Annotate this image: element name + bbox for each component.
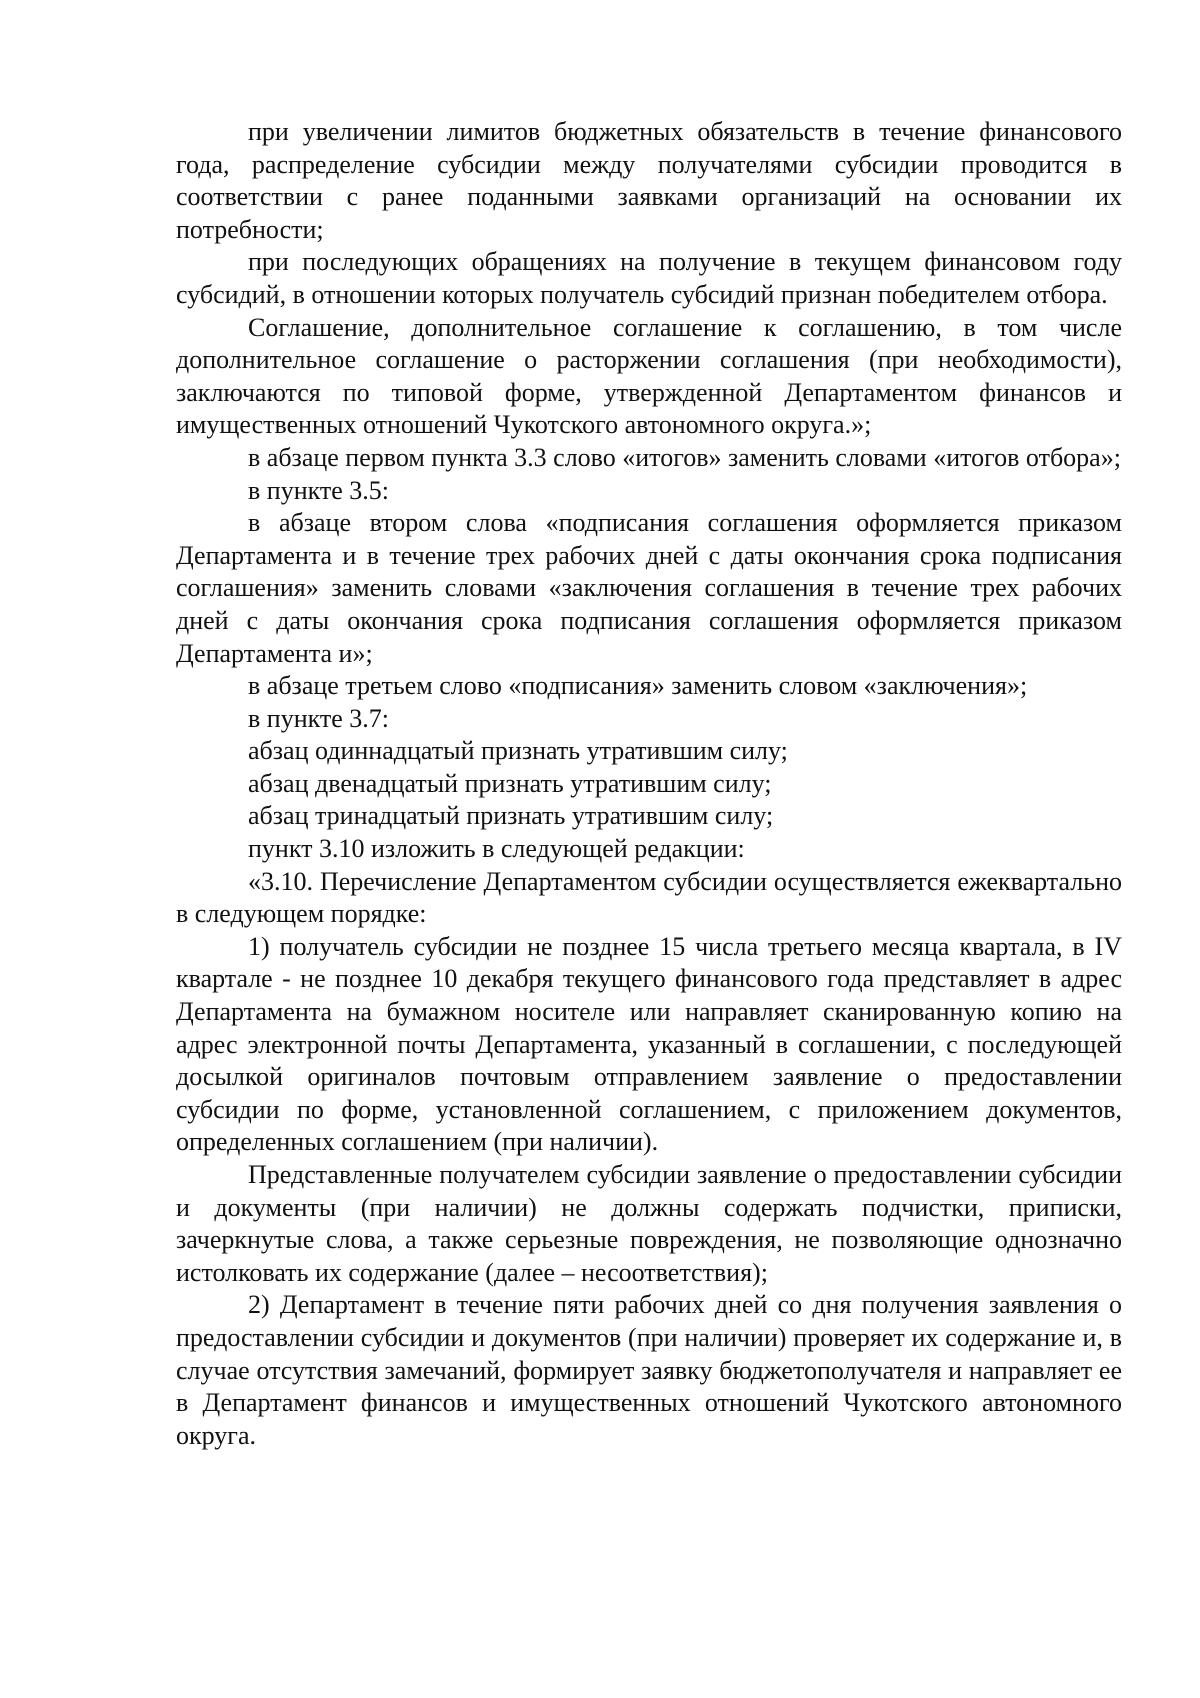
paragraph-item-3-10-text: «3.10. Перечисление Департаментом субсидии осуществляется ежеквартально в следующем порядке: xyxy=(176,866,1122,929)
paragraph-item-3-7-eleventh: абзац одиннадцатый признать утратившим силу; xyxy=(248,736,788,766)
paragraph-step-1: 1) получатель субсидии не позднее 15 числа третьего месяца квартала, в IV квартале - не позднее 10 декабря текущего финансового года представляет в адрес Департамента на бумажном носителе или направляет сканированную копию на адрес электронной почты Департамента, указанный в соглашении, с последующей досылкой оригиналов почтовым отправлением заявление о предоставлении субсидии по форме, установленной соглашением, с приложением документов, определенных соглашением (при наличии). xyxy=(176,931,1122,1157)
paragraph-item-3-3: в абзаце первом пункта 3.3 слово «итогов» заменить словами «итогов отбора»; xyxy=(248,442,1121,472)
paragraph-step-2: 2) Департамент в течение пяти рабочих дней со дня получения заявления о предоставлении субсидии и документов (при наличии) проверяет их содержание и, в случае отсутствия замечаний, формирует заявку бюджетополучателя и направляет ее в Департамент финансов и имущественных отношений Чукотского автономного округа. xyxy=(176,1290,1122,1450)
paragraph-nonconformities: Представленные получателем субсидии заявление о предоставлении субсидии и документы (при наличии) не должны содержать подчистки, приписки, зачеркнутые слова, а также серьезные повреждения, не позволяющие однозначно истолковать их содержание (далее – несоответствия); xyxy=(176,1160,1122,1287)
document-body xyxy=(176,116,1122,1452)
paragraph-budget-limits: при увеличении лимитов бюджетных обязательств в течение финансового года, распределение субсидии между получателями субсидии проводится в соответствии с ранее поданными заявками организаций на основании их потребности; xyxy=(176,117,1122,244)
paragraph-item-3-7-thirteenth: абзац тринадцатый признать утратившим силу; xyxy=(248,801,774,831)
paragraph-item-3-5-third: в абзаце третьем слово «подписания» заменить словом «заключения»; xyxy=(248,671,1028,701)
paragraph-item-3-5-second: в абзаце втором слова «подписания соглашения оформляется приказом Департамента и в течение трех рабочих дней с даты окончания срока подписания соглашения» заменить словами «заключения соглашения в течение трех рабочих дней с даты окончания срока подписания соглашения оформляется приказом Департамента и»; xyxy=(176,508,1122,668)
paragraph-subsequent-requests: при последующих обращениях на получение в текущем финансовом году субсидий, в отношении которых получатель субсидий признан победителем отбора. xyxy=(176,247,1122,309)
paragraph-agreement-form: Соглашение, дополнительное соглашение к соглашению, в том числе дополнительное соглашение о расторжении соглашения (при необходимости), заключаются по типовой форме, утвержденной Департаментом финансов и имущественных отношений Чукотского автономного округа.»; xyxy=(176,312,1122,440)
paragraph-item-3-5-heading: в пункте 3.5: xyxy=(248,475,390,505)
paragraph-item-3-10-heading: пункт 3.10 изложить в следующей редакции: xyxy=(248,834,745,864)
paragraph-item-3-7-heading: в пункте 3.7: xyxy=(248,703,390,733)
paragraph-item-3-7-twelfth: абзац двенадцатый признать утратившим силу; xyxy=(248,768,772,798)
